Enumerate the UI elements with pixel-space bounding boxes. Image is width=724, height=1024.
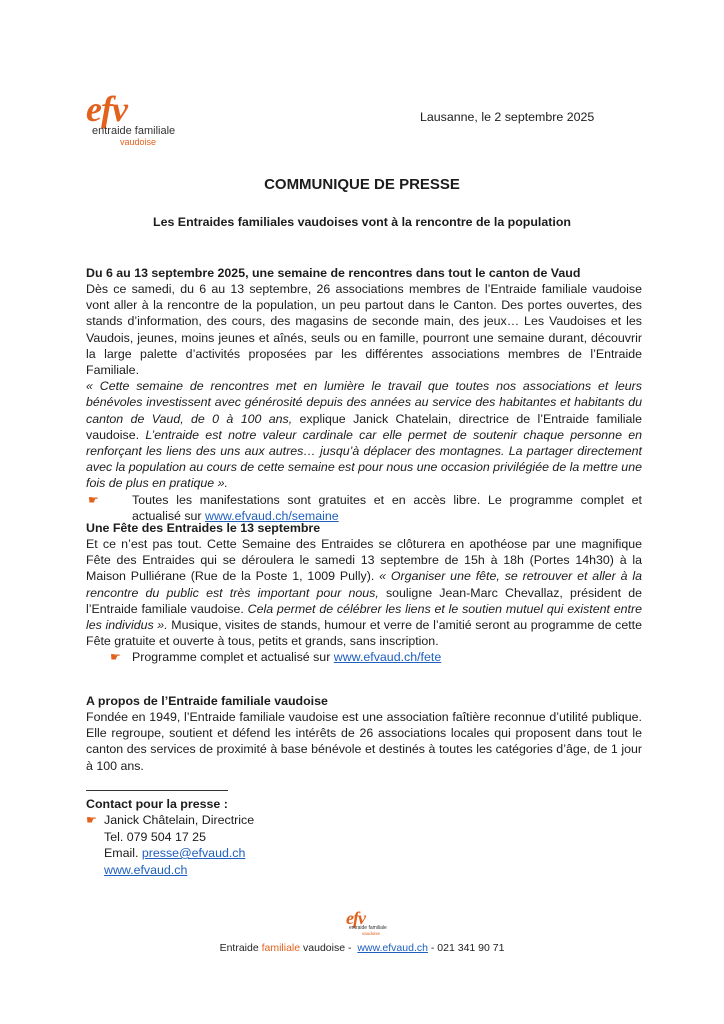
contact-website[interactable]: www.efvaud.ch <box>104 862 188 877</box>
logo-region: vaudoise <box>120 137 157 147</box>
footer-logo-name: entraide familiale <box>349 925 387 931</box>
section-fete-quote2: Cela permet de célébrer les liens et le soutien mutuel qui existent entre les individus ». <box>86 601 643 633</box>
contact-name: Janick Châtelain, Directrice <box>104 813 255 827</box>
hand-pointer-icon: ☛ <box>110 650 121 665</box>
contact-divider <box>86 790 228 791</box>
section-fete-quote1: « Organiser une fête, se retrouver et aller à la rencontre du public est très important pour nous, <box>86 569 642 600</box>
contact-website-line <box>86 862 254 879</box>
contact-email[interactable]: presse@efvaud.ch <box>141 846 246 860</box>
footer-logo <box>346 910 396 936</box>
logo-letters: efv <box>86 89 127 129</box>
footer-org-2: familiale <box>261 942 301 954</box>
link-semaine[interactable]: www.efvaud.ch/semaine <box>205 508 339 523</box>
section-fete-quote-attr: souligne Jean-Marc Chevallaz, président de l’Entraide familiale vaudoise. <box>86 585 642 616</box>
section-fete <box>86 520 642 666</box>
footer-phone: - 021 341 90 71 <box>430 942 505 954</box>
contact-heading: Contact pour la presse : <box>86 797 228 811</box>
section-week-bullet-text: Toutes les manifestations sont gratuites et en accès libre. Le programme complet et actualisé sur <box>132 492 642 523</box>
section-fete-heading: Une Fête des Entraides le 13 septembre <box>86 521 321 535</box>
section-about-heading: A propos de l’Entraide familiale vaudoise <box>86 694 328 708</box>
contact-email-label: Email. <box>104 846 142 860</box>
page-subtitle: Les Entraides familiales vaudoises vont à la rencontre de la population <box>153 215 571 229</box>
section-week-quote1: « Cette semaine de rencontres met en lumière le travail que toutes nos associations et leurs bénévoles investissent avec générosité depuis des années au service des habitantes et habitants du canton de Vaud, de 0 à 100 ans, <box>86 379 642 426</box>
section-fete-bullet <box>110 649 642 665</box>
contact-email-line <box>86 845 254 862</box>
hand-pointer-icon: ☛ <box>88 492 99 507</box>
section-fete-body: Et ce n’est pas tout. Cette Semaine des Entraides se clôturera en apothéose par une magnifique Fête des Entraides qui se déroulera le samedi 13 septembre de 15h à 18h (Portes 14h30) à la Maison Pulliérane (Rue de la Poste 1, 1009 Pully). <box>86 537 642 584</box>
section-about <box>86 693 642 774</box>
footer-logo-region: vaudoise <box>362 931 381 936</box>
footer-org-3: vaudoise - <box>300 942 352 954</box>
hand-pointer-icon: ☛ <box>86 813 97 827</box>
section-week-body: Dès ce samedi, du 6 au 13 septembre, 26 associations membres de l’Entraide familiale vaudoise vont aller à la rencontre de la population, un peu partout dans le Canton. Des portes ouvertes, des stands d’information, des cours, des magasins de seconde main, des jeux… Les Vaudoises et les Vaudois, jeunes, moins jeunes et aînés, seuls ou en famille, pourront une semaine durant, découvrir la large palette d’activités proposées par les différentes associations membres de l’Entraide Familiale. <box>86 282 642 378</box>
link-fete[interactable]: www.efvaud.ch/fete <box>333 650 442 665</box>
footer-line <box>0 942 724 954</box>
section-week-quote-attr: explique Janick Chatelain, directrice de l’Entraide familiale vaudoise. <box>86 411 642 442</box>
section-fete-bullet-text: Programme complet et actualisé sur <box>132 650 334 665</box>
contact-tel: Tel. 079 504 17 25 <box>104 829 206 844</box>
footer-logo-letters: efv <box>346 908 365 928</box>
section-fete-body2: Musique, visites de stands, humour et verre de l’amitié seront au programme de cette Fête gratuite et ouverte à tous, petits et grands, sans inscription. <box>86 618 642 649</box>
place-date: Lausanne, le 2 septembre 2025 <box>420 110 595 124</box>
section-about-body: Fondée en 1949, l’Entraide familiale vaudoise est une association faîtière reconnue d’utilité publique. Elle regroupe, soutient et défend les intérêts de 26 associations locales qui proposent dans tout le canton des services de proximité à base bénévole et destinés à toutes les catégories d’âge, de 1 jour à 100 ans. <box>86 710 642 773</box>
section-week-quote2: L’entraide est notre valeur cardinale car elle permet de soutenir chaque personne en renforçant les liens des uns aux autres… jusqu’à déplacer des montagnes. La partager directement avec la population au cours de cette semaine est pour nous une occasion privilégiée de la mettre une fois de plus en pratique ». <box>86 427 642 491</box>
logo-name: entraide familiale <box>92 125 176 137</box>
section-week <box>86 265 642 524</box>
contact-name-line <box>86 812 254 829</box>
footer-website[interactable]: www.efvaud.ch <box>357 942 428 954</box>
contact-block <box>86 796 254 878</box>
section-week-heading: Du 6 au 13 septembre 2025, une semaine de rencontres dans tout le canton de Vaud <box>86 266 581 280</box>
footer-org-1: Entraide <box>219 942 262 954</box>
header-logo <box>86 89 176 147</box>
page-title: COMMUNIQUE DE PRESSE <box>264 176 460 193</box>
